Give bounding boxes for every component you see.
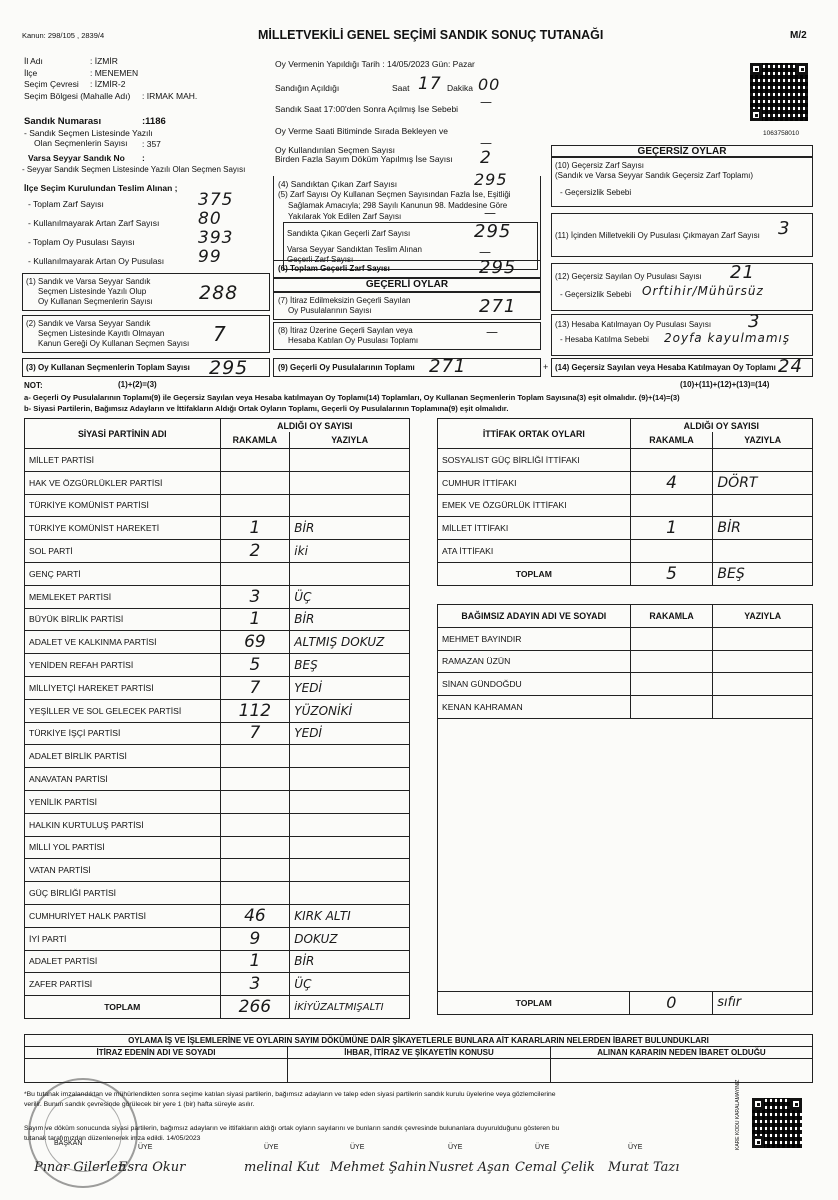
independent-row: MEHMET BAYINDIR — [438, 627, 813, 650]
party-row: ZAFER PARTİSİ 3 ÜÇ — [25, 973, 410, 996]
party-row: ADALET VE KALKINMA PARTİSİ 69 ALTMIŞ DOKUZ — [25, 631, 410, 654]
ilce-row-value: 375 — [198, 190, 234, 210]
independent-row: SİNAN GÜNDOĞDU — [438, 673, 813, 696]
document-title: MİLLETVEKİLİ GENEL SEÇİMİ SANDIK SONUÇ TUTANAĞI — [258, 28, 604, 42]
party-row: MİLLİ YOL PARTİSİ — [25, 836, 410, 859]
alliance-table: İTTİFAK ORTAK OYLARI ALDIĞI OY SAYISI RAKAMLA YAZIYLA SOSYALIST GÜÇ BİRLİĞİ İTTİFAKI CUMHUR İTTİFAKI 4 DÖRT EMEK VE ÖZGÜRLÜK İTTİFAKI MİLLET İTTİFAKI 1 BİR ATA İTTİFAKI TOPLAM 5 BEŞ — [437, 418, 813, 586]
party-row: MİLLET PARTİSİ — [25, 449, 410, 472]
varsa-label: Varsa Seyyar Sandık No — [28, 153, 125, 163]
alliance-row: EMEK VE ÖZGÜRLÜK İTTİFAKI — [438, 494, 813, 517]
qr-code-bottom-icon — [752, 1098, 802, 1148]
g12-box: (12) Geçersiz Sayılan Oy Pusulası Sayısı 21 - Geçersizlik Sebebi Orftihir/Mühürsüz — [551, 263, 813, 311]
info-label: Seçim Çevresi — [24, 79, 79, 89]
box-3: (3) Oy Kullanan Seçmenlerin Toplam Sayısı 295 — [22, 358, 270, 377]
party-row: HAK VE ÖZGÜRLÜKLER PARTİSİ — [25, 471, 410, 494]
footer-note-1: *Bu tutanak imzalandıktan ve mühürlendikten sonra seçime katılan siyasi partilerin, bağımsız adayların ve talep eden siyasi partilerin sandık kurulu üyelerine veya gözlemcilerine verilir. Bunun sandık çevresinde görülecek bir yere 1 (bir) hafta süreyle asılır. — [24, 1091, 556, 1108]
qr-code-icon — [750, 63, 808, 121]
box-2: (2) Sandık ve Varsa Seyyar Sandık Seçmen Listesinde Kayıtlı Olmayan Kanun Gereği Oy Kullanan Seçmen Sayısı 7 — [22, 315, 270, 353]
party-total-row: TOPLAM 266 İKİYÜZALTMIŞALTI — [25, 996, 410, 1019]
independent-row: KENAN KAHRAMAN — [438, 696, 813, 719]
dakika-value: 00 — [478, 75, 501, 94]
alliance-total-row: TOPLAM 5 BEŞ — [438, 562, 813, 585]
independents-total: TOPLAM 0 sıfır — [437, 991, 813, 1015]
saat-label: Saat — [392, 83, 410, 93]
party-row: SOL PARTİ 2 iki — [25, 540, 410, 563]
voters-value: : 357 — [142, 139, 161, 149]
signature: Mehmet Şahin — [330, 1160, 427, 1175]
party-row: GENÇ PARTİ — [25, 562, 410, 585]
signature-role: ÜYE — [535, 1144, 550, 1151]
info-label: Seçim Bölgesi (Mahalle Adı) — [24, 90, 131, 101]
g14-note: (10)+(11)+(12)+(13)=(14) — [680, 380, 770, 389]
ilce-row-value: 99 — [198, 247, 222, 267]
signature-role: ÜYE — [138, 1144, 153, 1151]
side-note: KARE KODU KARALAMAYINIZ — [735, 1079, 741, 1150]
g13-box: (13) Hesaba Katılmayan Oy Pusulası Sayısı 3 - Hesaba Katılma Sebebi 2oyfa kayulmamış — [551, 314, 813, 356]
signature: Esra Okur — [118, 1160, 186, 1175]
party-row: YENİLİK PARTİSİ — [25, 790, 410, 813]
party-row: ANAVATAN PARTİSİ — [25, 768, 410, 791]
law-reference: Kanun: 298/105 , 2839/4 — [22, 31, 105, 40]
party-row: İYİ PARTİ 9 DOKUZ — [25, 927, 410, 950]
ilce-row-value: 393 — [198, 228, 234, 248]
signature-role: ÜYE — [628, 1144, 643, 1151]
info-value: : İZMİR — [90, 56, 118, 66]
g11-box: (11) İçinden Milletvekili Oy Pusulası Çıkmayan Zarf Sayısı 3 — [551, 213, 813, 257]
alliance-row: SOSYALIST GÜÇ BİRLİĞİ İTTİFAKI — [438, 449, 813, 472]
voters-label: - Sandık Seçmen Listesinde Yazılı Olan Seçmenlerin Sayısı — [24, 128, 153, 148]
ilce-row-label: - Toplam Zarf Sayısı — [28, 199, 104, 209]
opened-label: Sandığın Açıldığı — [275, 83, 340, 93]
valid-votes-title: GEÇERLİ OYLAR — [273, 278, 541, 292]
ilce-row-label: - Toplam Oy Pusulası Sayısı — [28, 237, 135, 247]
ilce-row-value: 80 — [198, 209, 222, 229]
after17-label: Sandık Saat 17:00'den Sonra Açılmış İse Sebebi — [275, 104, 459, 114]
party-row: CUMHURİYET HALK PARTİSİ 46 KIRK ALTI — [25, 904, 410, 927]
party-row: TÜRKİYE İŞÇİ PARTİSİ 7 YEDİ — [25, 722, 410, 745]
party-row: MEMLEKET PARTİSİ 3 ÜÇ — [25, 585, 410, 608]
party-row: GÜÇ BİRLİĞİ PARTİSİ — [25, 882, 410, 905]
signature: Cemal Çelik — [515, 1160, 595, 1175]
not-label: NOT: — [24, 381, 43, 390]
f8-box: (8) İtiraz Üzerine Geçerli Sayılan veya Hesaba Katılan Oy Pusulası Toplamı — — [273, 322, 541, 350]
f6-box: (6) Toplam Geçerli Zarf Sayısı 295 — [273, 260, 541, 278]
party-row: YENİDEN REFAH PARTİSİ 5 BEŞ — [25, 654, 410, 677]
signature: melinal Kut — [244, 1160, 320, 1175]
signature: Pınar Gilerlen — [34, 1160, 127, 1175]
signature-role: BAŞKAN — [54, 1140, 83, 1147]
party-row: HALKIN KURTULUŞ PARTİSİ — [25, 813, 410, 836]
signature-role: ÜYE — [264, 1144, 279, 1151]
saat-value: 17 — [418, 74, 442, 94]
g10-box: (10) Geçersiz Zarf Sayısı (Sandık ve Varsa Seyyar Sandık Geçersiz Zarf Toplamı) - Geçersizlik Sebebi — [551, 157, 813, 207]
footer-note-2: Sayım ve döküm sonucunda siyasi partilerin, bağımsız adayların ve ittifakların aldığı ortak oyların sayılarını ve bunların sandık çevresinde bulunanlara duyurulduğunu gösteren bu tutanak tarafımızdan düzenlenerek imza edildi. 14/05/2023 — [24, 1125, 560, 1142]
g14-box: (14) Geçersiz Sayılan veya Hesaba Katılmayan Oy Toplamı 24 — [551, 358, 813, 377]
info-value: : İZMİR-2 — [90, 79, 126, 89]
ilce-row-label: - Kullanılmayarak Artan Zarf Sayısı — [28, 218, 160, 228]
box-1-value: 288 — [199, 282, 239, 304]
box-2-value: 7 — [213, 322, 227, 346]
box-1: (1) Sandık ve Varsa Seyyar Sandık Seçmen Listesinde Yazılı Olup Oy Kullanan Seçmenlerin Sayısı 288 — [22, 273, 270, 311]
box-3-note: (1)+(2)=(3) — [118, 380, 157, 389]
party-row: YEŞİLLER VE SOL GELECEK PARTİSİ 112 YÜZONİKİ — [25, 699, 410, 722]
info-value: : MENEMEN — [90, 67, 139, 78]
varsa-value: : — [142, 153, 145, 163]
barcode-number: 1063758010 — [763, 130, 800, 137]
info-value: : IRMAK MAH. — [142, 90, 198, 101]
alliance-row: MİLLET İTTİFAKI 1 BİR — [438, 517, 813, 540]
signature-role: ÜYE — [350, 1144, 365, 1151]
seyyar-count-label: - Seyyar Sandık Seçmen Listesinde Yazılı Olan Seçmen Sayısı — [22, 165, 246, 174]
party-row: MİLLİYETÇİ HAREKET PARTİSİ 7 YEDİ — [25, 676, 410, 699]
signature-role: ÜYE — [448, 1144, 463, 1151]
multi-count-value: 2 — [480, 148, 492, 168]
note-a: a- Geçerli Oy Pusulalarının Toplamı(9) ile Geçersiz Sayılan veya Hesaba katılmayan Oy Toplamı(14) Toplamları, Oy Kullanan Seçmenlerin Toplam Sayısına(3) eşit olmalıdır. (9)+(14)=(3) — [24, 393, 680, 402]
note-b: b- Siyasi Partilerin, Bağımsız Adayların ve İttifakların Aldığı Ortak Oyların Toplamı, Geçerli Oy Pusulalarının Toplamına(9) eşit olmalıdır. — [24, 404, 509, 413]
independent-row: RAMAZAN ÜZÜN — [438, 650, 813, 673]
box-3-value: 295 — [209, 357, 249, 379]
party-row: TÜRKİYE KOMÜNİST PARTİSİ — [25, 494, 410, 517]
signature: Murat Tazı — [608, 1160, 680, 1175]
party-row: BÜYÜK BİRLİK PARTİSİ 1 BİR — [25, 608, 410, 631]
party-row: ADALET BİRLİK PARTİSİ — [25, 745, 410, 768]
f7-box: (7) İtiraz Edilmeksizin Geçerli Sayılan Oy Pusulalarının Sayısı 271 — [273, 292, 541, 320]
info-label: İlçe — [24, 67, 38, 78]
waiting-value: — — [480, 136, 493, 150]
vote-date: Oy Vermenin Yapıldığı Tarih : 14/05/2023 Gün: Pazar — [275, 59, 475, 69]
independents-table: BAĞIMSIZ ADAYIN ADI VE SOYADI RAKAMLA YAZIYLA MEHMET BAYINDIR RAMAZAN ÜZÜN SİNAN GÜNDOĞDU KENAN KAHRAMAN — [437, 604, 813, 719]
party-row: VATAN PARTİSİ — [25, 859, 410, 882]
parties-table: SİYASİ PARTİNİN ADI ALDIĞI OY SAYISI RAKAMLA YAZIYLA MİLLET PARTİSİ HAK VE ÖZGÜRLÜKLER PARTİSİ TÜRKİYE KOMÜNİST PARTİSİ TÜRKİYE KOMÜNİST HAREKETİ 1 BİR SOL PARTİ 2 iki GENÇ PARTİ MEMLEKET PARTİSİ 3 ÜÇ BÜYÜK BİRLİK PARTİSİ 1 BİR ADALET VE KALKINMA PARTİSİ 69 ALTMIŞ DOKUZ YENİDEN REFAH PARTİSİ 5 BEŞ MİLLİYETÇİ HAREKET PARTİSİ 7 YEDİ YEŞİLLER VE SOL GELECEK PARTİSİ 112 YÜZONİKİ TÜRKİYE İŞÇİ PARTİSİ 7 YEDİ ADALET BİRLİK PARTİSİ ANAVATAN PARTİSİ YENİLİK PARTİSİ HALKIN KURTULUŞ PARTİSİ MİLLİ YOL PARTİSİ VATAN PARTİSİ GÜÇ BİRLİĞİ PARTİSİ CUMHURİYET HALK PARTİSİ 46 KIRK ALTI İYİ PARTİ 9 DOKUZ ADALET PARTİSİ 1 BİR ZAFER PARTİSİ 3 ÜÇ TOPLAM 266 İKİYÜZALTMIŞALTI — [24, 418, 410, 1019]
invalid-votes-title: GEÇERSİZ OYLAR — [551, 145, 813, 157]
waiting-label: Oy Verme Saati Bitiminde Sırada Bekleyen ve Oy Kullandırılan Seçmen Sayısı — [275, 126, 448, 155]
ilce-row-label: - Kullanılmayarak Artan Oy Pusulası — [28, 256, 165, 266]
ilce-title: İlçe Seçim Kurulundan Teslim Alınan ; — [24, 183, 178, 193]
objections-table: OYLAMA İŞ VE İŞLEMLERİNE VE OYLARIN SAYIM DÖKÜMÜNE DAİR ŞİKAYETLERLE BUNLARA AİT KARARLARIN NELERDEN İBARET BULUNDUKLARI İTİRAZ EDENİN ADI VE SOYADI İHBAR, İTİRAZ VE ŞİKAYETİN KONUSU ALINAN KARARIN NEDEN İBARET OLDUĞU — [24, 1034, 813, 1083]
sandik-no-label: Sandık Numarası — [24, 116, 102, 127]
alliance-row: ATA İTTİFAKI — [438, 540, 813, 563]
party-row: ADALET PARTİSİ 1 BİR — [25, 950, 410, 973]
alliance-row: CUMHUR İTTİFAKI 4 DÖRT — [438, 471, 813, 494]
form-code: M/2 — [790, 30, 807, 41]
sandik-no-value: :1186 — [142, 116, 166, 127]
after17-value: — — [480, 95, 493, 109]
multi-count-label: Birden Fazla Sayım Döküm Yapılmış İse Sayısı — [275, 154, 453, 164]
signature: Nusret Aşan — [428, 1160, 510, 1175]
info-label: İl Adı — [24, 56, 43, 66]
party-row: TÜRKİYE KOMÜNİST HAREKETİ 1 BİR — [25, 517, 410, 540]
valid-envelope-box: Sandıkta Çıkan Geçerli Zarf Sayısı 295 Varsa Seyyar Sandıktan Teslim Alınan Geçerli Zarf Sayısı — — [283, 222, 538, 270]
envelope-section: (4) Sandıktan Çıkan Zarf Sayısı 295 (5) Zarf Sayısı Oy Kullanan Seçmen Sayısından Fazla İse, Eşitliği Sağlamak Amacıyla; 298 Sayılı Kanunun 98. Maddesine Göre Yakılarak Yok Edilen Zarf Sayısı — — [273, 176, 541, 274]
f9-box: (9) Geçerli Oy Pusulalarının Toplamı 271 — [273, 358, 541, 377]
dakika-label: Dakika — [447, 83, 473, 93]
plus-sign: + — [543, 362, 549, 372]
independents-blank-area — [437, 719, 813, 991]
